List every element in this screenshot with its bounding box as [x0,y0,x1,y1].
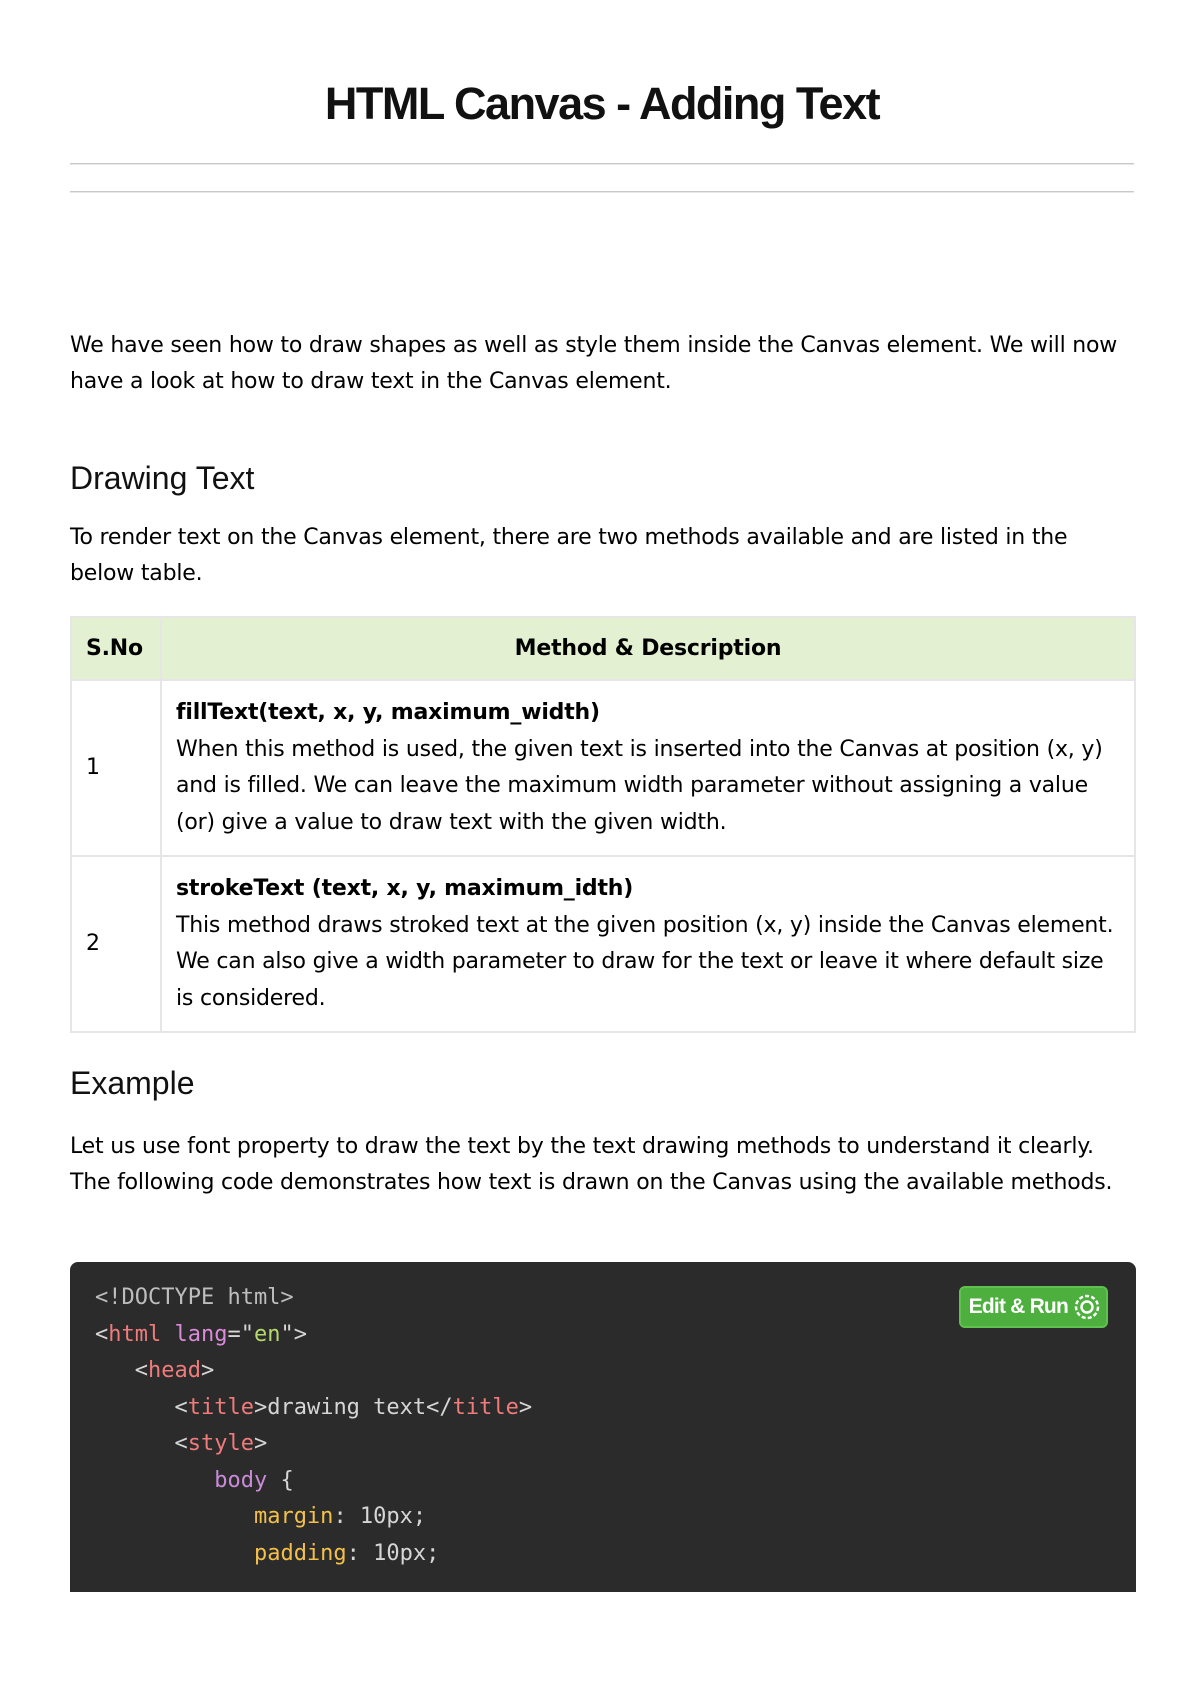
code-token: < [95,1321,109,1347]
row-method-cell [161,856,1135,1032]
title-divider-bottom [70,191,1134,193]
code-block[interactable] [70,1262,1136,1592]
code-token: "> [280,1321,307,1347]
example-heading: Example [70,1065,195,1101]
code-token: > [200,1358,215,1383]
code-token: style [187,1431,254,1456]
example-paragraph: Let us use font property to draw the text by the text drawing methods to understand it clearly. The following code demonstrates how text is drawn on the Canvas using the available methods. [70,1134,1113,1195]
code-token: head [148,1358,201,1383]
method-description: When this method is used, the given text is inserted into the Canvas at position (x, y) and is filled. We can leave the maximum width parameter without assigning a value (or) give a value to draw text with the given width. [176,736,1103,835]
code-line [95,1317,532,1354]
code-line [95,1426,532,1463]
code-token: : 10px; [346,1540,440,1566]
code-content[interactable] [95,1280,532,1572]
code-token: body [214,1467,268,1493]
page-title: HTML Canvas - Adding Text [324,78,880,129]
code-token: en [253,1321,281,1347]
code-token: : 10px; [333,1504,427,1529]
code-line [95,1390,532,1427]
row-method-cell [161,680,1135,856]
drawing-text-paragraph: To render text on the Canvas element, there are two methods available and are listed in the below table. [70,525,1068,586]
code-token [161,1322,174,1347]
code-token: margin [253,1504,334,1529]
intro-paragraph: We have seen how to draw shapes as well as style them inside the Canvas element. We will now have a look at how to draw text in the Canvas element. [70,333,1118,394]
table-header-row [71,617,1135,680]
code-token: { [267,1467,294,1493]
drawing-text-heading: Drawing Text [70,460,255,496]
method-name: strokeText (text, x, y, maximum_idth) [176,876,634,901]
code-token: < [134,1358,148,1383]
code-line [95,1463,532,1500]
code-token: padding [253,1540,347,1566]
code-token: =" [227,1321,254,1347]
code-token: title [452,1394,519,1420]
code-token: > [518,1394,533,1420]
row-sno: 1 [71,680,161,856]
method-description: This method draws stroked text at the given position (x, y) inside the Canvas element. We can also give a width parameter to draw for the text or leave it where default size is considered. [176,912,1114,1011]
code-token: title [187,1394,254,1420]
title-divider-top [70,163,1134,165]
edit-and-run-button[interactable] [959,1286,1108,1328]
table-row [71,680,1135,856]
row-sno: 2 [71,856,161,1032]
code-line [95,1536,532,1573]
code-line [95,1353,532,1390]
code-token: > [253,1431,268,1456]
code-token: < [174,1394,188,1420]
edit-and-run-label: Edit & Run [968,1295,1068,1318]
header-method-description: Method & Description [161,617,1135,680]
code-token: < [174,1431,188,1456]
code-line [95,1499,532,1536]
code-line [95,1280,532,1317]
table-row [71,856,1135,1032]
header-sno: S.No [71,617,161,680]
code-token: lang [174,1321,228,1347]
code-token: <!DOCTYPE html> [95,1285,294,1310]
methods-table [70,616,1136,1033]
code-token: >drawing text</ [253,1394,453,1420]
code-token: html [108,1321,162,1347]
refresh-icon [1074,1294,1100,1320]
method-name: fillText(text, x, y, maximum_width) [176,700,600,725]
